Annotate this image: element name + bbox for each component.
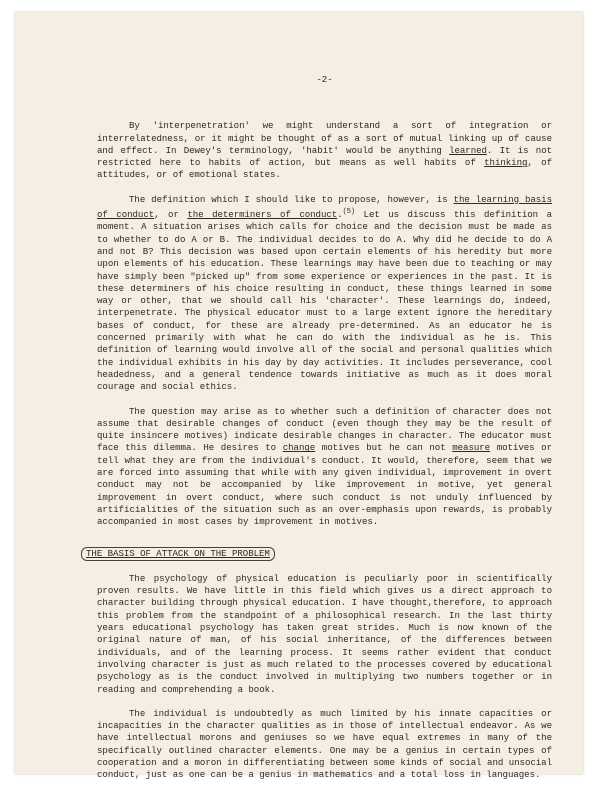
p1-text-c: , of attitudes, or of emotional states.	[97, 157, 552, 181]
p3-text-b: motives but he can not	[315, 442, 453, 454]
paragraph-5: The individual is undoubtedly as much limited by his innate capacities or incapacities in the character qualities as in those of intellectual endeavor. As we have intellectual morons and geniuses so we have equal extremes in many of the specifically outlined character elements. One may be a genius in certain types of cooperation and a moron in differentiating between some kinds of social and unsocial conduct, just as one can be a genius in mathematics and a total loss in languages.	[97, 707, 552, 781]
p3-underline-measure: measure	[452, 442, 491, 454]
paragraph-2: The definition which I should like to propose, however, is the learning basis of conduct, or the determiners of conduct.$^{(5)}$ Let us discuss this definition a moment. A situation arises which calls for choice and the decision must be made as to whether to do A or B. The individual decides to do A. Why did he decide to do A and not B? This decision was based upon certain elements of his heredity but more upon elements of his education. These learnings may have been due to teaching or may have simply been "picked up" from some experience or experiences in the past. It is these determiners of his choice resulting in conduct, these things learned in some way or other, that we should call his 'character'. These learnings do, indeed, interpenetrate. The physical educator must to a large extent ignore the hereditary bases of conduct, for these are already pre-determined. As an educator he is concerned primarily with what he can do with the individual as he is. This definition of learning would involve all of the social and personal qualities which the individual exhibits in his day by day activities. It includes perseverance, cool headedness, and a general tendence towards initiative as much as it does moral courage and social ethics.	[97, 193, 552, 393]
typed-text	[86, 74, 553, 794]
p2-underline-determiners: the determiners of conduct	[187, 209, 338, 221]
p1-underline-learned: learned	[449, 144, 487, 156]
page-number: -2-	[316, 74, 333, 85]
document-page	[15, 12, 583, 781]
p3-text-a: The question may arise as to whether such a definition of character does not assume that desirable changes of conduct (even though they may be the result of quite insincere motives) indicate desirable changes in character. The educator must face this dilemma. He desires to	[97, 405, 552, 454]
p2-underline-learning-basis: the learning basis of conduct	[97, 193, 552, 221]
p2-text-a: The definition which I should like to propose, however, is	[129, 193, 454, 205]
paragraph-4: The psychology of physical education is peculiarly poor in scientifically proven results. We have little in this field which gives us a direct approach to character building through physical education. I have thought,therefore, to approach this problem from the standpoint of a philosophical research. In the last thirty years educational psychology has taken great strides. Much is now known of the original nature of man, of his social inheritance, of the differences between individuals, and of the learning process. It seems rather evident that conduct involving character is just as much related to the processes covered by educational psychology as is the conduct involved in multiplying two numbers together or in reading and comprehending a book.	[97, 572, 552, 695]
paragraph-1	[97, 120, 552, 181]
p1-text-a: By 'interpenetration' we might understand a sort of integration or interrelatedness, or it might be thought of as a sort of mutual linking up of cause and effect. In Dewey's terminology, 'habit' would be anything	[97, 120, 552, 156]
p1-underline-thinking: thinking	[484, 157, 528, 169]
p2-text-b: , or	[154, 209, 188, 221]
p1-text-b: . It is not restricted here to habits of action, but means as well habits of	[97, 144, 553, 169]
p3-text-c: motives or tell what they are from the individual's conduct. It would, therefore, seem that we are forced into assuming that while with any given individual, improvement in overt conduct may not be accompanied by like improvement in motive, yet general improvement in overt conduct, where such conduct is not unduly influenced by artificialities of the situation such as an over-emphasis upon rewards, is probably accompanied in most cases by improvement in motives.	[97, 442, 552, 528]
paragraph-3	[97, 406, 552, 529]
section-heading: THE BASIS OF ATTACK ON THE PROBLEM	[81, 547, 275, 561]
footnote-ref: (5)	[342, 208, 356, 217]
p2-text-c: Let us discuss this definition a moment. A situation arises which calls for choice and the decision must be made as to whether to do A or B. The individual decides to do A. Why did he decide to do A and not B? This decision was based upon certain elements of his heredity but more upon elements of his education. These learnings may have been due to teaching or may have simply been "picked up" from some experience or experiences in the past. It is these determiners of his choice resulting in conduct, these things learned in some way or other, that we should call his 'character'. These learnings do, indeed, interpenetrate. The physical educator must to a large extent ignore the hereditary bases of conduct, for these are already pre-determined. As an educator he is concerned primarily with what he can do with the individual as he is. This definition of learning would involve all of the social and personal qualities which the individual exhibits in his day by day activities. It includes perseverance, cool headedness, and a general tendence towards initiative as much as it does moral courage and social ethics.	[97, 209, 552, 393]
p3-underline-change: change	[282, 442, 316, 454]
